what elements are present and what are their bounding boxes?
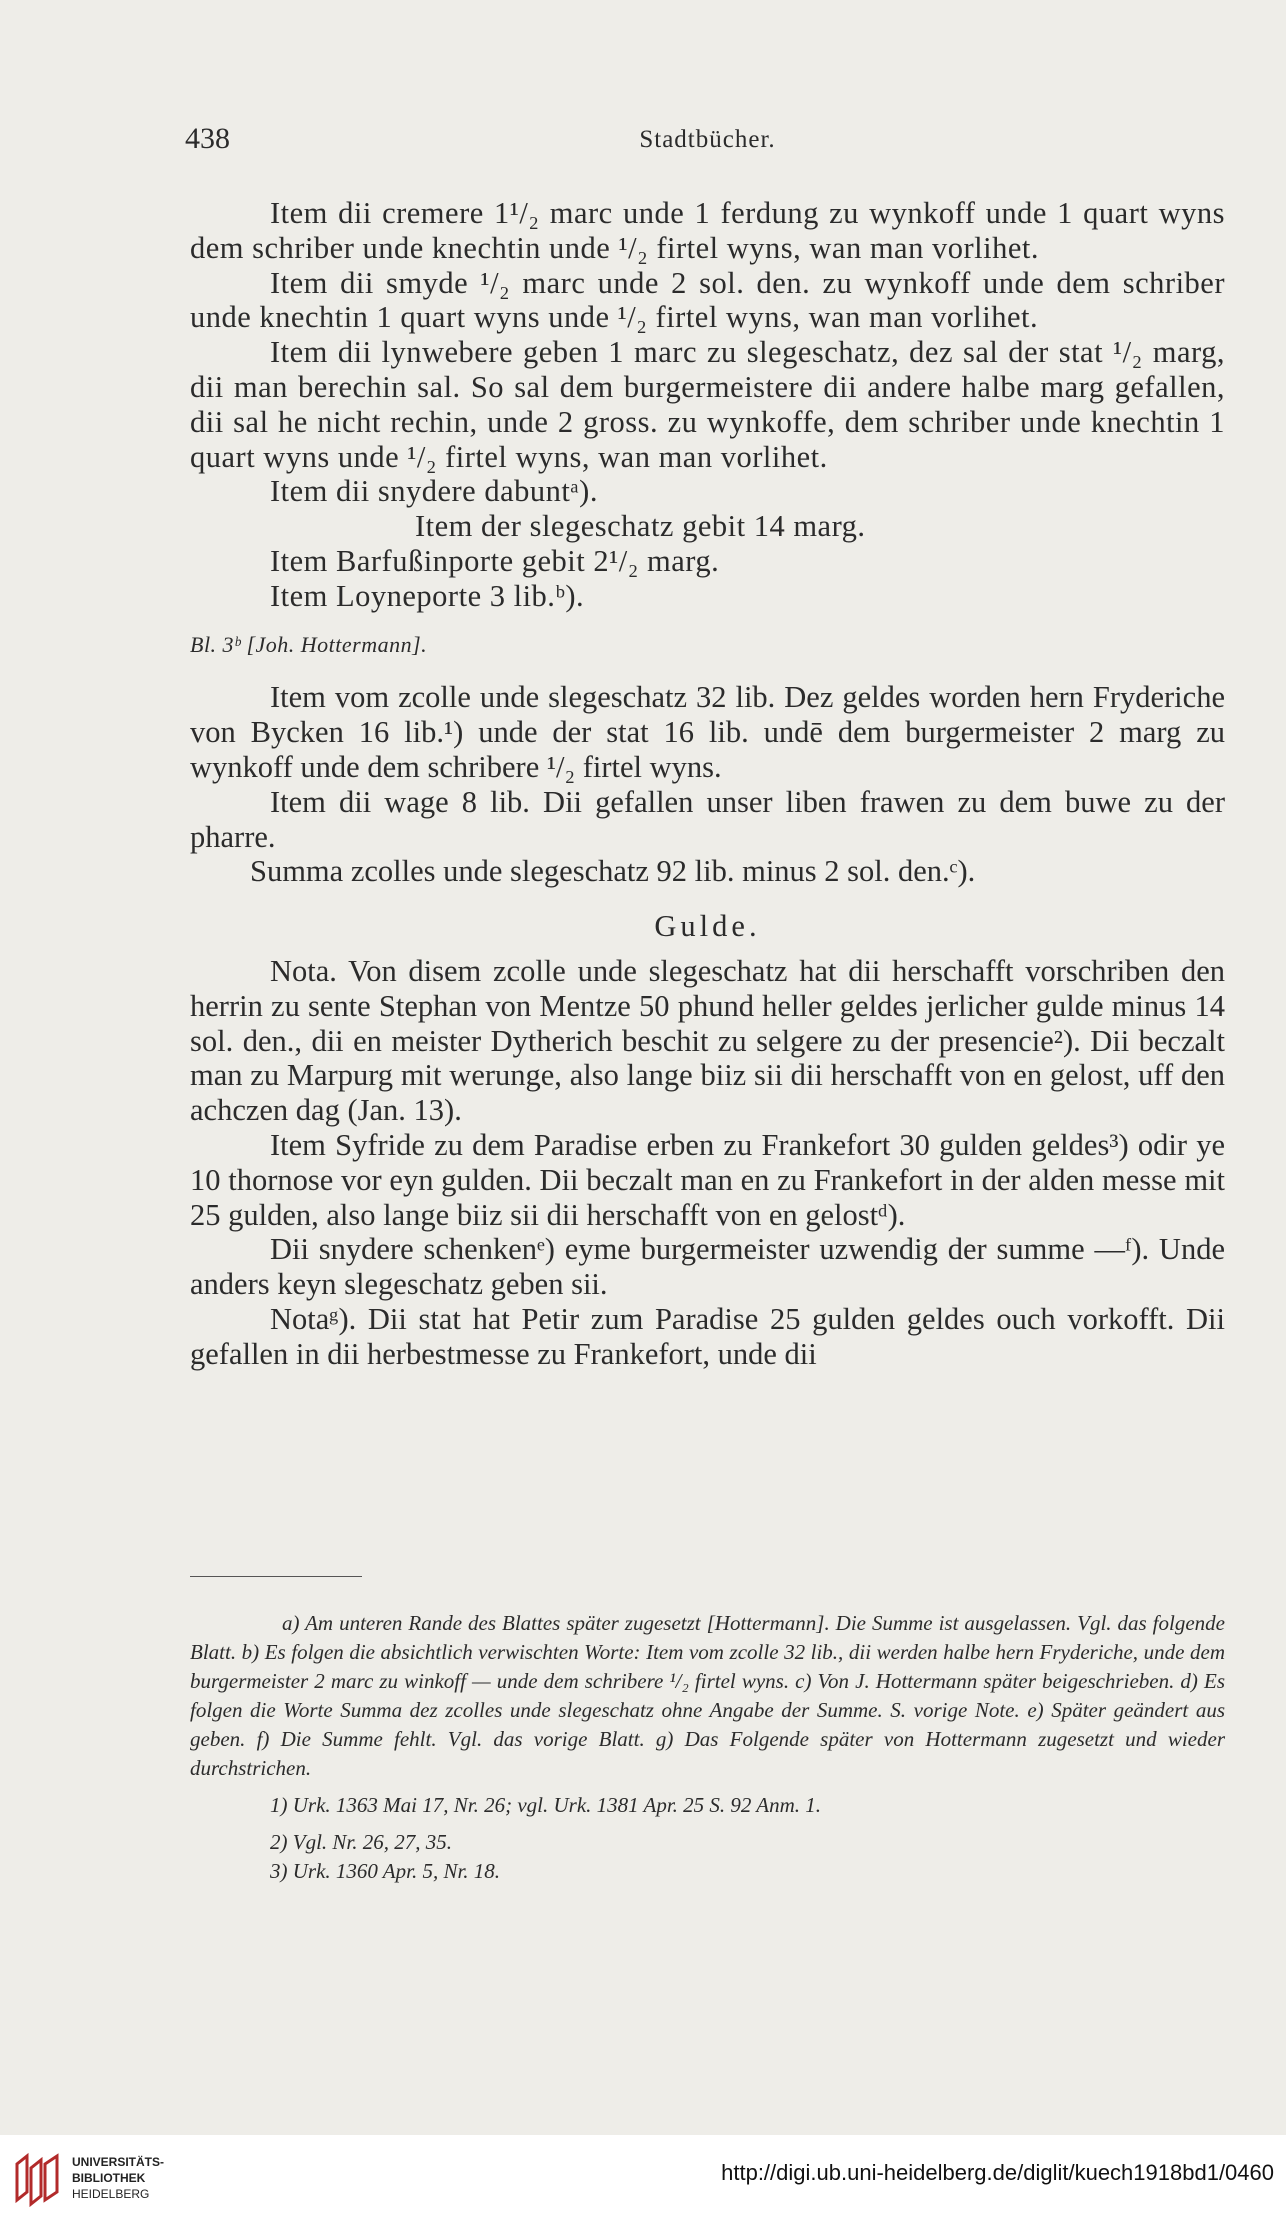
paragraph-10: Summa zcolles unde slegeschatz 92 lib. minus 2 sol. den.ᶜ).: [250, 854, 976, 889]
footnotes: [190, 1609, 1225, 1886]
paragraph-14: Notaᵍ). Dii stat hat Petir zum Paradise 25 gulden geldes ouch vorkofft. Dii gefallen in dii herbestmesse zu Frankefort, unde dii: [190, 1301, 1225, 1371]
digitization-footer: [0, 2135, 1286, 2223]
paragraph-3: Item dii lynwebere geben 1 marc zu slegeschatz, dez sal der stat ¹/₂ marg, dii man berechin sal. So sal dem burgermeistere dii andere halbe marg gefallen, dii sal he nicht rechin, unde 2 gross. zu wynkoffe, dem schriber unde knechtin 1 quart wyns unde ¹/₂ firtel wyns, wan man vorlihet.: [190, 335, 1225, 474]
paragraph-5: Item der slegeschatz gebit 14 marg.: [415, 509, 866, 544]
page-number: 438: [185, 122, 230, 155]
footnote-divider: [190, 1576, 362, 1577]
footnote-2: 2) Vgl. Nr. 26, 27, 35.: [270, 1830, 453, 1854]
page-header: [185, 122, 1230, 162]
paragraph-4: Item dii snydere dabuntᵃ).: [270, 474, 598, 509]
paragraph-6: Item Barfußinporte gebit 2¹/₂ marg.: [270, 543, 720, 578]
library-name: [72, 2154, 164, 2202]
section-heading: Gulde.: [654, 909, 761, 944]
library-line-2: BIBLIOTHEK: [72, 2171, 146, 2185]
library-line-1: UNIVERSITÄTS-: [72, 2155, 165, 2169]
paragraph-2: Item dii smyde ¹/₂ marc unde 2 sol. den. zu wynkoff unde dem schriber unde knechtin 1 quart wyns unde ¹/₂ firtel wyns, wan man vorlihet.: [190, 265, 1225, 335]
textual-notes: a) Am unteren Rande des Blattes später zugesetzt [Hottermann]. Die Summe ist ausgelassen. Vgl. das folgende Blatt. b) Es folgen die absichtlich verwischten Worte: Item vom zcolle 32 lib., dii werden halbe hern Fryderiche, unde dem burgermeister 2 marc zu winkoff — unde dem schribere ¹/₂ firtel wyns. c) Von J. Hottermann später beigeschrieben. d) Es folgen die Worte Summa dez zcolles unde slegeschatz ohne Angabe der Summe. S. vorige Note. e) Später geändert aus geben. f) Die Summe fehlt. Vgl. das vorige Blatt. g) Das Folgende später von Hottermann zugesetzt und wieder durchstrichen.: [190, 1611, 1225, 1780]
folio-note: Bl. 3ᵇ [Joh. Hottermann].: [190, 631, 428, 657]
running-title: Stadtbücher.: [639, 126, 776, 153]
footnote-3: 3) Urk. 1360 Apr. 5, Nr. 18.: [270, 1859, 501, 1883]
library-logo-icon: [13, 2150, 63, 2208]
main-text: [190, 196, 1225, 1372]
paragraph-9: Item dii wage 8 lib. Dii gefallen unser liben frawen zu dem buwe zu der pharre.: [190, 784, 1225, 854]
paragraph-12: Item Syfride zu dem Paradise erben zu Frankefort 30 gulden geldes³) odir ye 10 thornose vor eyn gulden. Dii beczalt man en zu Frankefort in der alden messe mit 25 gulden, also lange biiz sii dii herschafft von en gelostᵈ).: [190, 1127, 1225, 1232]
paragraph-1: Item dii cremere 1¹/₂ marc unde 1 ferdung zu wynkoff unde 1 quart wyns dem schriber unde knechtin unde ¹/₂ firtel wyns, wan man vorlihet.: [190, 196, 1225, 265]
permalink-url[interactable]: http://digi.ub.uni-heidelberg.de/diglit/kuech1918bd1/0460: [721, 2160, 1274, 2185]
paragraph-13: Dii snydere schenkenᵉ) eyme burgermeister uzwendig der summe —ᶠ). Unde anders keyn slegeschatz geben sii.: [190, 1232, 1225, 1302]
footnote-1: 1) Urk. 1363 Mai 17, Nr. 26; vgl. Urk. 1381 Apr. 25 S. 92 Anm. 1.: [270, 1793, 822, 1817]
paragraph-11: Nota. Von disem zcolle unde slegeschatz hat dii herschafft vorschriben den herrin zu sente Stephan von Mentze 50 phund heller geldes jerlicher gulde minus 14 sol. den., dii en meister Dytherich beschit zu selgere zu der presencie²). Dii beczalt man zu Marpurg mit werunge, also lange biiz sii dii herschafft von en gelost, uff den achczen dag (Jan. 13).: [190, 953, 1225, 1128]
paragraph-7: Item Loyneporte 3 lib.ᵇ).: [270, 578, 585, 613]
library-line-3: HEIDELBERG: [72, 2187, 150, 2201]
paragraph-8: Item vom zcolle unde slegeschatz 32 lib. Dez geldes worden hern Fryderiche von Bycken 16 lib.¹) unde der stat 16 lib. undē dem burgermeister 2 marg zu wynkoff unde dem schribere ¹/₂ firtel wyns.: [190, 680, 1225, 784]
